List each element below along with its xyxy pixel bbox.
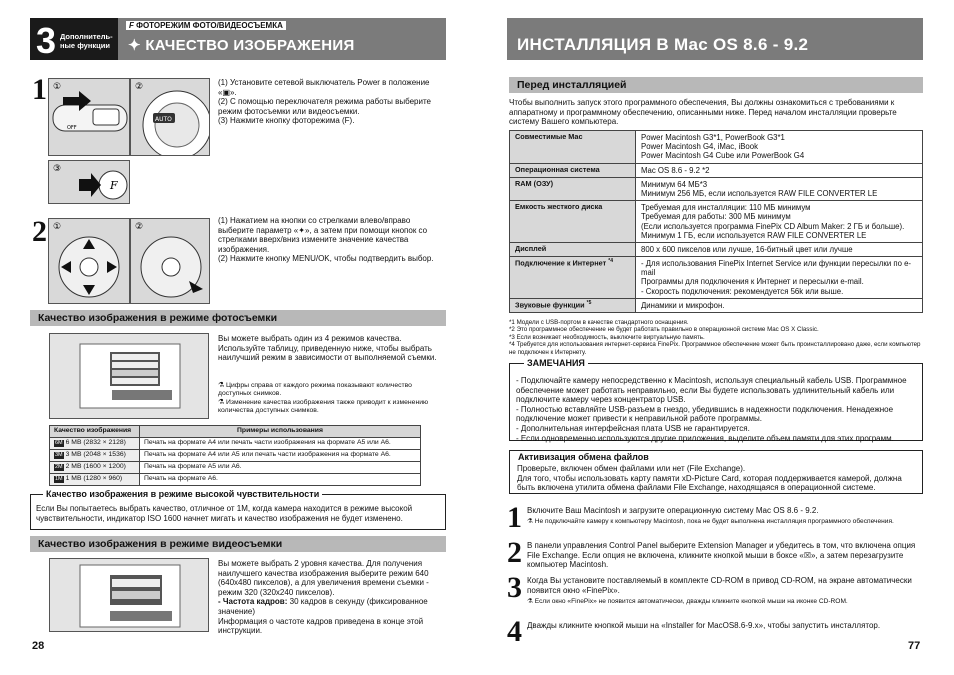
right-page — [477, 0, 954, 675]
table-header: Качество изображения — [50, 426, 140, 438]
video-quality-text: Вы можете выбрать 2 уровня качества. Для получения наилучшего качества изображения выберите режим 640 (640x480 пикселов), а для увеличения времени съемки - режим 320 (320x240 пикселов). - Частота кадров: 30 кадров в секунду (фиксированное значение) Информация о частоте кадров приведена в конце этой инструкции. — [218, 559, 429, 636]
step2-text: (1) Нажатием на кнопки со стрелками влево/вправо выберите параметр «✦», а затем при помощи кнопок со стрелками вверх/вниз измените значение качества изображения. (2) Нажмите кнопку MENU/OK, чтобы подтвердить выбор. — [218, 216, 434, 264]
notes-title: ЗАМЕЧАНИЯ — [524, 358, 588, 369]
high-sensitivity-box — [30, 489, 446, 530]
table-row: Звуковые функции $^{*5}$ Динамики и микрофон. — [510, 298, 923, 312]
step-number: 3 — [507, 571, 522, 604]
notes-body: - Подключайте камеру непосредственно к Macintosh, используя специальный кабель USB. Программное обеспечение может работать неправильно, если Вы будете использовать удлинительный кабель или подключите камеру через концентратор USB. - Полностью вставляйте USB-разъем в гнездо, убедившись в надежности подключения. Ненадежное подключение может привести к неправильной работе программы. - Дополнительная интерфейсная плата USB не гарантируется. - Если одновременно используются другие приложения, выделите объем памяти для этих программ. — [516, 376, 907, 443]
quality-badge-icon: 3M — [55, 452, 63, 459]
callout-2: ② — [135, 222, 144, 232]
before-install-heading: Перед инсталляцией — [509, 77, 923, 93]
svg-text:AUTO: AUTO — [155, 116, 172, 123]
step-number: 4 — [507, 615, 522, 648]
quality-icon: ✦ — [128, 37, 146, 54]
chapter-number: 3 — [36, 20, 57, 61]
install-step-3: Когда Вы установите поставляемый в комплекте CD-ROM в привод CD-ROM, на экране автоматически появится окно «FinePix». ⚗ Если окно «FinePix» не появится автоматически, дважды кликните кнопкой мыши на иконке CD-ROM. — [527, 576, 912, 606]
install-step-2: В панели управления Control Panel выберите Extension Manager и убедитесь в том, что включена опция File Exchange. Если опция не включена, кликните кнопкой мыши в боксе «☒», а затем перезагрузите компьютер Macintosh. — [527, 541, 916, 570]
arrow-right-icon — [79, 173, 101, 197]
notes-box — [509, 358, 923, 443]
mode-label: F ФОТОРЕЖИМ ФОТО/ВИДЕОСЪЕМКА — [126, 21, 286, 30]
step-number: 1 — [507, 501, 522, 534]
table-header: Примеры использования — [140, 426, 421, 438]
menu-ok-illustration — [130, 218, 210, 304]
page-number: 77 — [908, 640, 921, 652]
table-row: Подключение к Интернет $^{*4}$ - Для использования FinePix Internet Service или функции пересылки по e-mail Программы для подключения к Интернет и пересылки e-mail. - Скорость подключения: рекомендуется 56k или выше. — [510, 257, 923, 299]
quality-badge-icon: 6M — [55, 440, 63, 447]
page-header — [118, 18, 446, 60]
footnotes: *1 Модели с USB-портом в качестве стандартного оснащения. *2 Это программное обеспечение не будет работать правильно в операционной системе Mac OS X Classic. *3 Если возникает необходимость, выключите виртуальную память. *4 Требуется для использования интернет-сервиса FinePix. Программное обеспечение может быть проинсталлировано даже, если компьютер не подключен к Интернету. — [509, 319, 921, 356]
power-switch-illustration — [48, 78, 130, 156]
callout-1: ① — [53, 82, 62, 92]
video-quality-heading: Качество изображения в режиме видеосъемки — [30, 536, 446, 552]
install-step-1: Включите Ваш Macintosh и загрузите операционную систему Mac OS 8.6 - 9.2. ⚗ Не подключайте камеру к компьютеру Macintosh, пока не будет выполнена инсталляция программного обеспечения. — [527, 506, 894, 525]
video-menu-screen — [49, 558, 209, 632]
table-row: Емкость жесткого диска Требуемая для инсталляции: 110 МБ минимум Требуемая для работы: 300 МБ минимум (Если используется программа FinePix CD Album Maker: 2 ГБ и больше). Минимум 1 ГБ, если используется RAW FILE CONVERTER LE — [510, 201, 923, 243]
arrow-pad-illustration — [48, 218, 130, 304]
step1-text: (1) Установите сетевой выключатель Power в положение «▣». (2) С помощью переключателя режима работы выберите режим фотосъемки или видеосъемки. (3) Нажмите кнопку фоторежима (F). — [218, 78, 431, 126]
table-row: 1M 1 MB (1280 × 960) Печать на формате A6. — [50, 474, 421, 486]
install-step-4: Дважды кликните кнопкой мыши на «Installer for MacOS8.6-9.x», чтобы запустить инсталлятор. — [527, 621, 881, 630]
callout-1: ① — [53, 222, 62, 232]
requirements-table — [509, 130, 923, 313]
high-sensitivity-text: Если Вы попытаетесь выбрать качество, отличное от 1М, когда камера находится в режиме высокой чувствительности, индикатор ISO 1600 начнет мигать и качество изображения не будет изменено. — [36, 504, 413, 523]
table-row: Совместимые Mac Power Macintosh G3*1, PowerBook G3*1 Power Macintosh G4, iMac, iBook Power Macintosh G4 Cube или PowerBook G4 — [510, 131, 923, 164]
quality-badge-icon: 2M — [55, 464, 63, 471]
intro-text: Чтобы выполнить запуск этого программного обеспечения, Вы должны ознакомиться с требованиями к аппаратному и программному обеспечению, описанными ниже. Перед началом инсталляции проверьте систему Вашего компьютера. — [509, 98, 897, 127]
file-exchange-text: Проверьте, включен обмен файлами или нет (File Exchange). Для того, чтобы использовать карту памяти xD-Picture Card, которая поддерживается камерой, должна быть включена утилита обмена файлами File Exchange, находящаяся в операционной системе. — [517, 464, 902, 493]
photo-mode-button-illustration — [48, 160, 130, 204]
photo-menu-screen — [49, 333, 209, 419]
photo-quality-heading: Качество изображения в режиме фотосъемки — [30, 310, 446, 326]
table-row: RAM (ОЗУ) Минимум 64 МБ*3 Минимум 256 МБ, если используется RAW FILE CONVERTER LE — [510, 177, 923, 200]
step-number: 2 — [32, 215, 47, 248]
quality-table — [49, 425, 421, 486]
chapter-tab — [30, 18, 118, 60]
page-header — [507, 18, 923, 60]
photo-quality-text: Вы можете выбрать один из 4 режимов качества. Используйте таблицу, приведенную ниже, чтобы выбрать наилучший режим в зависимости от выполняемой съемки. — [218, 334, 437, 363]
chapter-label: Дополнитель- ные функции — [60, 32, 113, 50]
step-number: 2 — [507, 536, 522, 569]
page-number: 28 — [32, 640, 45, 652]
callout-3: ③ — [53, 164, 62, 174]
photo-quality-note: ⚗ Цифры справа от каждого режима показывают количество доступных снимков. ⚗ Изменение качества изображения также приводит к изменению количества доступных снимков. — [218, 382, 429, 415]
file-exchange-title: Активизация обмена файлов — [518, 452, 649, 462]
page-title: ИНСТАЛЛЯЦИЯ В Mac OS 8.6 - 9.2 — [517, 35, 809, 54]
file-exchange-box — [509, 450, 923, 494]
table-row: 2M 2 MB (1600 × 1200) Печать на формате A5 или A6. — [50, 462, 421, 474]
svg-text:F: F — [110, 179, 118, 192]
table-row: Операционная система Mac OS 8.6 - 9.2 *2 — [510, 163, 923, 177]
high-sensitivity-title: Качество изображения в режиме высокой чувствительности — [43, 489, 322, 500]
table-row: Дисплей 800 x 600 пикселов или лучше, 16-битный цвет или лучше — [510, 242, 923, 256]
quality-badge-icon: 1M — [55, 476, 63, 483]
svg-text:OFF: OFF — [67, 125, 77, 131]
mode-dial-illustration — [130, 78, 210, 156]
step-number: 1 — [32, 73, 47, 106]
table-row: 6M 6 MB (2832 × 2128) Печать на формате A4 или печать части изображения на формате A5 или A6. — [50, 438, 421, 450]
page-title: ✦ КАЧЕСТВО ИЗОБРАЖЕНИЯ — [128, 37, 355, 54]
callout-2: ② — [135, 82, 144, 92]
table-row: 3M 3 MB (2048 × 1536) Печать на формате A4 или A5 или печать части изображения на формате A6. — [50, 450, 421, 462]
